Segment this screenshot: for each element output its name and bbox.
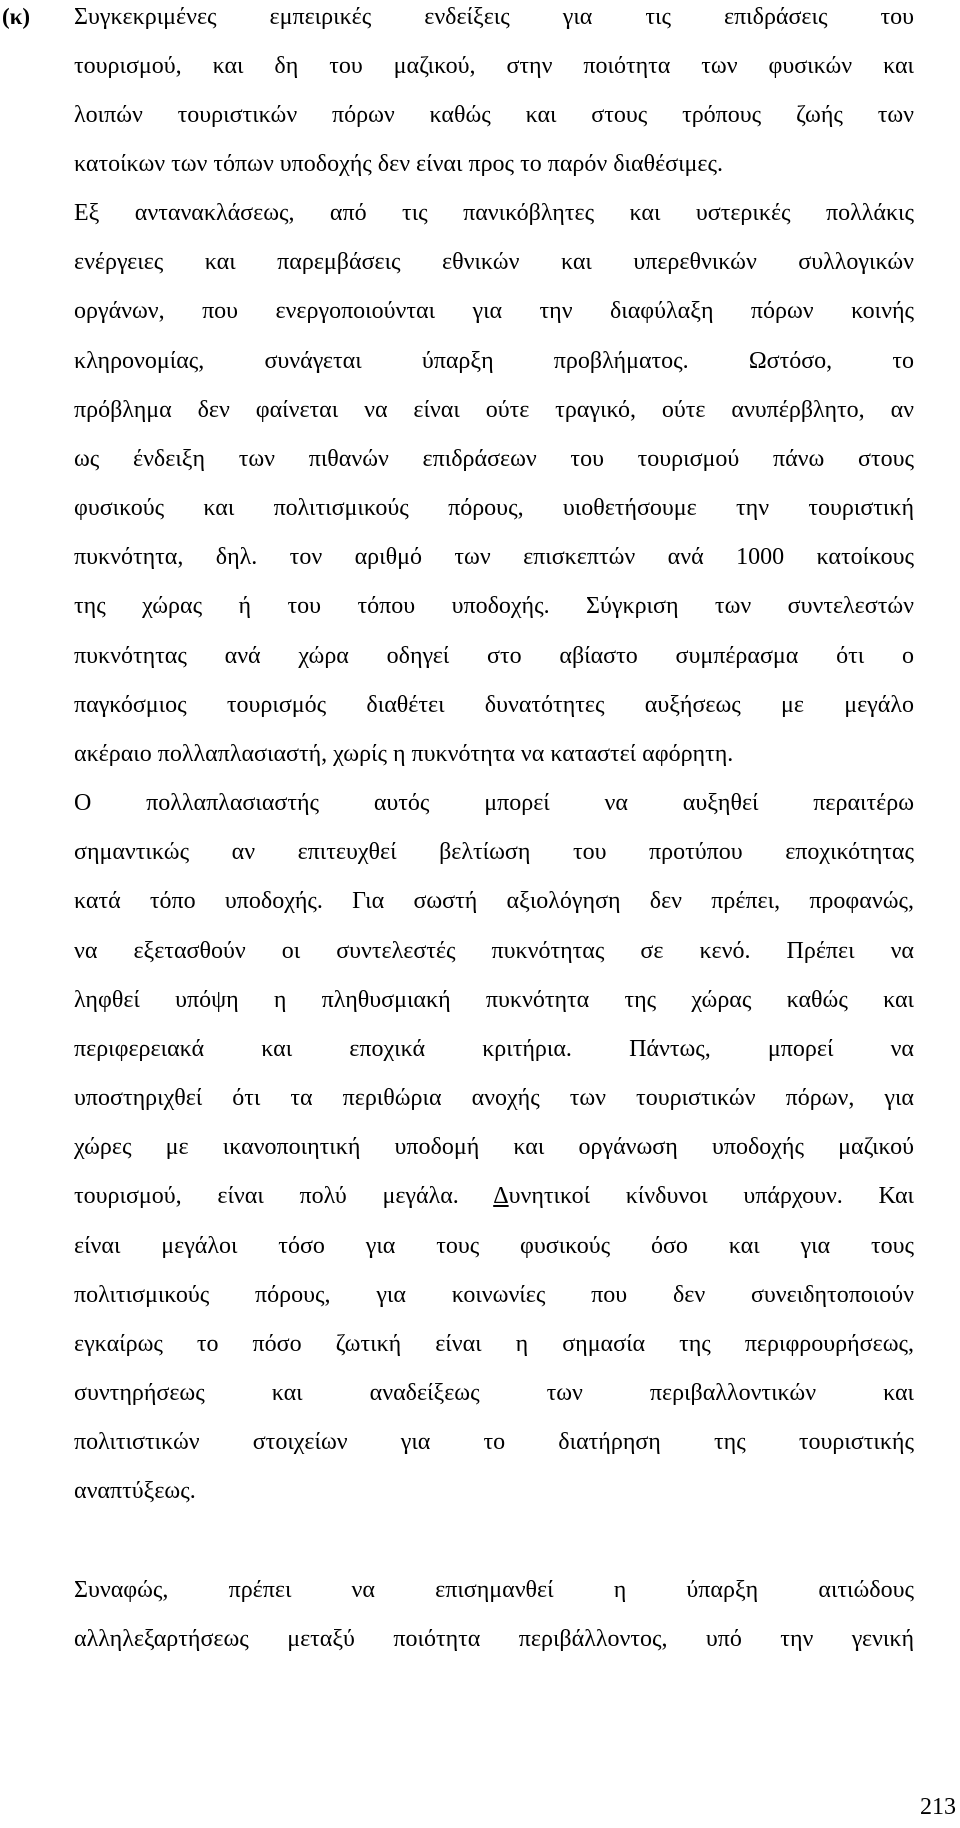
page-number: 213	[920, 1794, 956, 1820]
text-line: ακέραιο πολλαπλασιαστή, χωρίς η πυκνότητα να καταστεί αφόρητη.	[74, 741, 734, 767]
text-line: υποστηριχθεί ότι τα περιθώρια ανοχής των τουριστικών πόρων, για	[74, 1085, 914, 1111]
text-line: ενέργειες και παρεμβάσεις εθνικών και υπερεθνικών συλλογικών	[74, 249, 914, 275]
text-line: Συναφώς, πρέπει να επισημανθεί η ύπαρξη αιτιώδους	[74, 1577, 914, 1603]
text-line: κατοίκων των τόπων υποδοχής δεν είναι προς το παρόν διαθέσιμες.	[74, 151, 723, 177]
text-line: σημαντικώς αν επιτευχθεί βελτίωση του προτύπου εποχικότητας	[74, 839, 914, 865]
text-line: κατά τόπο υποδοχής. Για σωστή αξιολόγηση δεν πρέπει, προφανώς,	[74, 888, 914, 914]
text-fragment: τουρισμού, είναι πολύ μεγάλα.	[74, 1183, 494, 1209]
text-line: ληφθεί υπόψη η πληθυσμιακή πυκνότητα της χώρας καθώς και	[74, 987, 914, 1013]
underlined-letter: Δ	[493, 1183, 509, 1209]
text-line: αλληλεξαρτήσεως μεταξύ ποιότητα περιβάλλοντος, υπό την γενική	[74, 1626, 914, 1652]
text-line: λοιπών τουριστικών πόρων καθώς και στους τρόπους ζωής των	[74, 102, 914, 128]
text-line: της χώρας ή του τόπου υποδοχής. Σύγκριση των συντελεστών	[74, 593, 914, 619]
text-line: πυκνότητας ανά χώρα οδηγεί στο αβίαστο συμπέρασμα ότι ο	[74, 643, 914, 669]
text-line: παγκόσμιος τουρισμός διαθέτει δυνατότητες αυξήσεως με μεγάλο	[74, 692, 914, 718]
text-line: πυκνότητα, δηλ. τον αριθμό των επισκεπτών ανά 1000 κατοίκους	[74, 544, 914, 570]
text-line: οργάνων, που ενεργοποιούνται για την διαφύλαξη πόρων κοινής	[74, 298, 914, 324]
text-line: Συγκεκριμένες εμπειρικές ενδείξεις για τις επιδράσεις του	[74, 4, 914, 30]
text-line: πρόβλημα δεν φαίνεται να είναι ούτε τραγικό, ούτε ανυπέρβλητο, αν	[74, 397, 914, 423]
text-line: να εξετασθούν οι συντελεστές πυκνότητας σε κενό. Πρέπει να	[74, 938, 914, 964]
text-line: φυσικούς και πολιτισμικούς πόρους, υιοθετήσουμε την τουριστική	[74, 495, 914, 521]
text-line: περιφερειακά και εποχικά κριτήρια. Πάντως, μπορεί να	[74, 1036, 914, 1062]
text-line: αναπτύξεως.	[74, 1478, 196, 1504]
text-line: πολιτισμικούς πόρους, για κοινωνίες που δεν συνειδητοποιούν	[74, 1282, 914, 1308]
text-line: συντηρήσεως και αναδείξεως των περιβαλλοντικών και	[74, 1380, 914, 1406]
text-fragment: υνητικοί κίνδυνοι υπάρχουν. Και	[508, 1183, 914, 1209]
text-line: εγκαίρως το πόσο ζωτική είναι η σημασία της περιφρουρήσεως,	[74, 1331, 914, 1357]
text-line-with-underline	[74, 1181, 914, 1211]
text-line: είναι μεγάλοι τόσο για τους φυσικούς όσο και για τους	[74, 1233, 914, 1259]
text-line: κληρονομίας, συνάγεται ύπαρξη προβλήματος. Ωστόσο, το	[74, 348, 914, 374]
text-line: Εξ αντανακλάσεως, από τις πανικόβλητες και υστερικές πολλάκις	[74, 200, 914, 226]
text-line: χώρες με ικανοποιητική υποδομή και οργάνωση υποδοχής μαζικού	[74, 1134, 914, 1160]
item-label: (κ)	[2, 4, 31, 29]
text-line: ως ένδειξη των πιθανών επιδράσεων του τουρισμού πάνω στους	[74, 446, 914, 472]
text-line: τουρισμού, και δη του μαζικού, στην ποιότητα των φυσικών και	[74, 53, 914, 79]
text-line: πολιτιστικών στοιχείων για το διατήρηση της τουριστικής	[74, 1429, 914, 1455]
text-line: Ο πολλαπλασιαστής αυτός μπορεί να αυξηθεί περαιτέρω	[74, 790, 914, 816]
